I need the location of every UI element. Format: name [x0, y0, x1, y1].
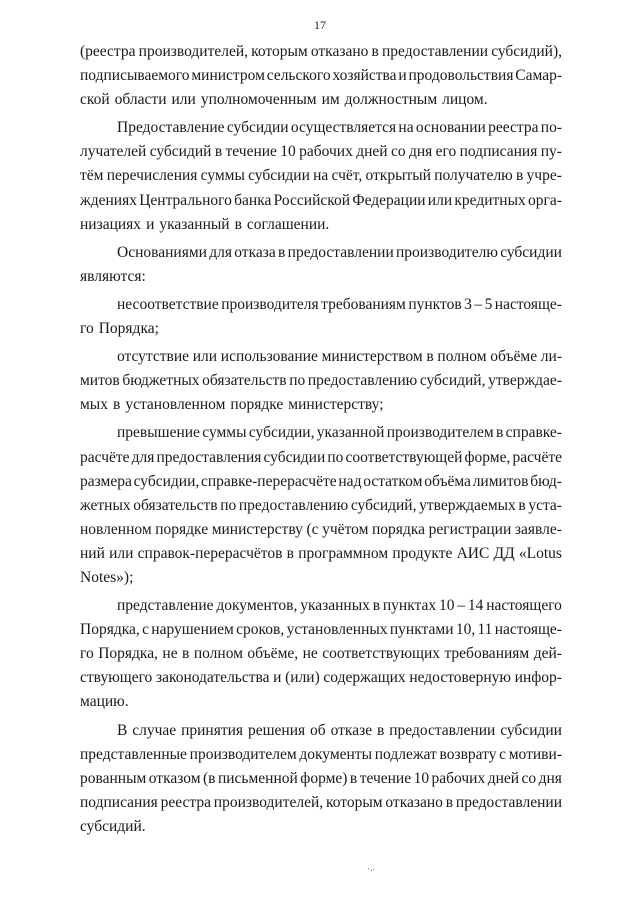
text-line: несоответствие производителя требованиям пунктов 3 – 5 настояще-	[117, 295, 562, 313]
text-line: митов бюджетных обязательств по предоставлению субсидий, утверждае-	[80, 372, 562, 390]
text-line: (реестра производителей, которым отказано в предоставлении субсидий),	[80, 43, 562, 60]
text-line: В случае принятия решения об отказе в предоставлении субсидии	[117, 721, 562, 739]
text-line: мых в установленном порядке министерству;	[80, 396, 384, 414]
text-line: подписываемого министром сельского хозяйства и продовольствия Самар-	[80, 67, 562, 85]
text-line: ской области или уполномоченным им должностным лицом.	[80, 91, 488, 109]
text-line: субсидий.	[80, 817, 146, 835]
text-line: представленные производителем документы подлежат возврату с мотиви-	[80, 745, 562, 763]
text-line: ждениях Центрального банка Российской Федерации или кредитных орга-	[80, 191, 562, 209]
text-line: тём перечисления суммы субсидии на счёт, открытый получателю в учре-	[80, 167, 562, 185]
text-line: Основаниями для отказа в предоставлении производителю субсидии	[117, 243, 562, 261]
text-line: го Порядка;	[80, 320, 159, 338]
text-line: Порядка, с нарушением сроков, установленных пунктами 10, 11 настояще-	[80, 621, 562, 639]
text-line: новленном порядке министерству (с учётом порядка регистрации заявле-	[80, 520, 562, 538]
text-line: ствующего законодательства и (или) содержащих недостоверную инфор-	[80, 669, 562, 687]
text-line: отсутствие или использование министерством в полном объёме ли-	[117, 348, 562, 366]
text-line: размера субсидии, справке-перерасчёте над остатком объёма лимитов бюд-	[80, 472, 562, 490]
text-line: превышение суммы субсидии, указанной производителем в справке-	[117, 424, 562, 442]
text-line: лучателей субсидий в течение 10 рабочих дней со дня его подписания пу-	[80, 143, 562, 161]
text-line: расчёте для предоставления субсидии по соответствующей форме, расчёте	[80, 448, 562, 466]
paragraph	[80, 293, 562, 341]
paragraph	[80, 345, 562, 417]
paragraph	[80, 421, 562, 590]
text-line: являются:	[80, 267, 146, 285]
paragraph	[80, 594, 562, 714]
text-line: мацию.	[80, 693, 129, 711]
text-line: подписания реестра производителей, которым отказано в предоставлении	[80, 793, 562, 811]
paragraph	[80, 40, 562, 112]
text-line: Предоставление субсидии осуществляется на основании реестра по-	[117, 119, 562, 137]
text-line: жетных обязательств по предоставлению субсидий, утверждаемых в уста-	[80, 496, 562, 514]
paragraph	[80, 116, 562, 236]
document-body	[80, 40, 562, 839]
text-line: низациях и указанный в соглашении.	[80, 215, 330, 233]
text-line: ний или справок-перерасчётов в программном продукте АИС ДД «Lotus	[80, 544, 562, 562]
text-line: рованным отказом (в письменной форме) в течение 10 рабочих дней со дня	[80, 769, 562, 787]
page-number: 17	[314, 18, 326, 32]
scan-speck	[368, 868, 374, 872]
text-line: Notes»);	[80, 568, 134, 586]
text-line: го Порядка, не в полном объёме, не соответствующих требованиям дей-	[80, 645, 562, 663]
paragraph	[80, 719, 562, 839]
text-line: представление документов, указанных в пунктах 10 – 14 настоящего	[117, 597, 562, 615]
paragraph	[80, 241, 562, 289]
